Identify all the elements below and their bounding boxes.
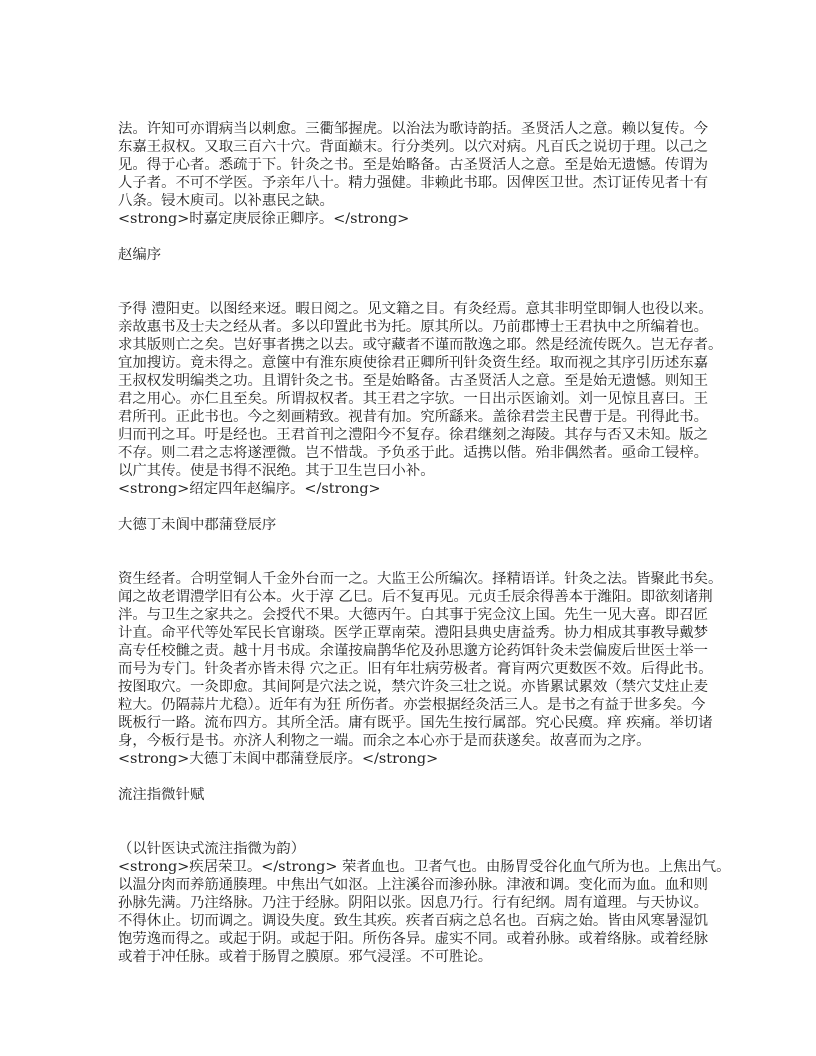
section-xu-preface bbox=[118, 120, 718, 228]
paragraph-line: 宜加搜访。竟未得之。意箧中有淮东庾使徐君正卿所刊针灸资生经。取而视之其序引历述东嘉 bbox=[118, 355, 709, 371]
paragraph-line: 亲故惠书及士夫之经从者。多以印置此书为托。原其所以。乃前郡博士王君执中之所编着也。 bbox=[118, 319, 709, 335]
paragraph-line: 而号为专门。针灸者亦皆未得 穴之正。旧有年壮病劳极者。膏肓两穴更数医不效。后得此书。 bbox=[118, 661, 713, 677]
paragraph-line: 以广其传。使是书得不泯绝。其于卫生岂曰小补。 bbox=[118, 463, 435, 479]
paragraph-line: 予得 澧阳吏。以图经来迓。暇日阅之。见文籍之目。有灸经焉。意其非明堂即铜人也役以来。 bbox=[118, 301, 713, 317]
paragraph-line: 归而刊之耳。吁是经也。王君首刊之澧阳今不复存。徐君继刻之海陵。其存与否又未知。版之 bbox=[118, 427, 709, 443]
section-pu-preface bbox=[118, 516, 723, 768]
paragraph-line: 孙脉先满。乃注络脉。乃注于经脉。阴阳以张。因息乃行。行有纪纲。周有道理。与天协议。 bbox=[118, 895, 709, 911]
paragraph-line: 见。得于心者。悉疏于下。针灸之书。至是始略备。古圣贤活人之意。至是始无遗憾。传谓为 bbox=[118, 157, 709, 173]
paragraph-line: 高专任校雠之责。越十月书成。余谨按扁鹊华佗及孙思邈方论药饵针灸未尝偏废后世医士举一 bbox=[118, 643, 709, 659]
signature-line: <strong>大德丁未阆中郡蒲登辰序。</strong> bbox=[118, 751, 439, 767]
paragraph-line: 粒大。仍隔蒜片尤稳）。近年有为狂 所伤者。亦尝根据经灸活三人。是书之有益于世多矣。今 bbox=[118, 697, 706, 713]
paragraph-line: 东嘉王叔权。又取三百六十穴。背面巅末。行分类列。以穴对病。凡百氏之说切于理。以己之 bbox=[118, 139, 709, 155]
section-zhao-preface bbox=[118, 246, 723, 498]
section-heading: 赵编序 bbox=[118, 247, 162, 263]
paragraph-line: 泮。与卫生之家共之。会授代不果。大德丙午。白其事于宪佥汶上国。先生一见大喜。即召匠 bbox=[118, 607, 709, 623]
paragraph-line: 求其版则亡之矣。岂好事者携之以去。或守藏者不谨而散逸之耶。然是经流传既久。岂无存者。 bbox=[118, 337, 723, 353]
paragraph-line: 饱劳逸而得之。或起于阴。或起于阳。所伤各异。虚实不同。或着孙脉。或着络脉。或着经脉 bbox=[118, 931, 709, 947]
paragraph-line: 王叔权发明编类之功。且谓针灸之书。至是始略备。古圣贤活人之意。至是始无遗憾。则知王 bbox=[118, 373, 709, 389]
section-heading: 流注指微针赋 bbox=[118, 787, 205, 803]
paragraph-line: 或着于冲任脉。或着于肠胃之膜原。邪气浸淫。不可胜论。 bbox=[118, 949, 493, 965]
paragraph-line: 闻之故老谓澧学旧有公本。火于淳 乙巳。后不复再见。元贞壬辰余得善本于潍阳。即欲刻诸荆 bbox=[118, 589, 713, 605]
document-page bbox=[118, 120, 731, 966]
signature-line: <strong>绍定四年赵编序。</strong> bbox=[118, 481, 381, 497]
paragraph-line: 不存。则二君之志将遂湮微。岂不惜哉。予负丞于此。适携以偕。殆非偶然者。亟命工锓梓。 bbox=[118, 445, 709, 461]
paragraph-line: 人子者。不可不学医。予亲年八十。精力强健。非赖此书耶。因俾医卫世。杰订证传见者十有 bbox=[118, 175, 709, 191]
paragraph-line: 身，今板行是书。亦济人利物之一端。而余之本心亦于是而获遂矣。故喜而为之序。 bbox=[118, 733, 651, 749]
paragraph-line: 计直。命平代等处军民长官谢琰。医学正覃南荣。澧阳县典史唐益秀。协力相成其事教导戴梦 bbox=[118, 625, 709, 641]
section-heading: 大德丁未阆中郡蒲登辰序 bbox=[118, 517, 277, 533]
paragraph-line: 君所刊。正此书也。今之刻画精致。视昔有加。究所繇来。盖徐君尝主民曹于是。刊得此书。 bbox=[118, 409, 709, 425]
paragraph-line: 不得休止。切而调之。调设失度。致生其疾。疾者百病之总名也。百病之始。皆由风寒暑湿饥 bbox=[118, 913, 709, 929]
signature-line: <strong>时嘉定庚辰徐正卿序。</strong> bbox=[118, 211, 410, 227]
paragraph-line: 法。许知可亦谓病当以刺愈。三衢邹握虎。以治法为歌诗韵括。圣贤活人之意。赖以复传。今 bbox=[118, 121, 709, 137]
paragraph-line: 八条。锓木庾司。以补惠民之缺。 bbox=[118, 193, 334, 209]
paragraph-line: 按图取穴。一灸即愈。其间阿是穴法之说，禁穴许灸三壮之说。亦皆累试累效（禁穴艾炷止麦 bbox=[118, 679, 709, 695]
paragraph-line: 君之用心。亦仁且至矣。所谓叔权者。其王君之字欤。一日出示医谕刘。刘一见惊且喜曰。王 bbox=[118, 391, 709, 407]
paragraph-line: <strong>疾居荣卫。</strong> 荣者血也。卫者气也。由肠胃受谷化血气所为也。上焦出气。 bbox=[118, 859, 731, 875]
section-subtitle: （以针医诀式流注指微为韵） bbox=[118, 841, 306, 857]
paragraph-line: 以温分肉而养筋通腠理。中焦出气如沤。上注溪谷而渗孙脉。津液和调。变化而为血。血和则 bbox=[118, 877, 709, 893]
paragraph-line: 既板行一路。流布四方。其所全活。庸有既乎。国先生按行属部。究心民瘼。痒 疾痛。举切诸 bbox=[118, 715, 713, 731]
paragraph-line: 资生经者。合明堂铜人千金外台而一之。大监王公所编次。择精语详。针灸之法。皆聚此书矣。 bbox=[118, 571, 723, 587]
section-liuzhu-fu bbox=[118, 786, 731, 966]
